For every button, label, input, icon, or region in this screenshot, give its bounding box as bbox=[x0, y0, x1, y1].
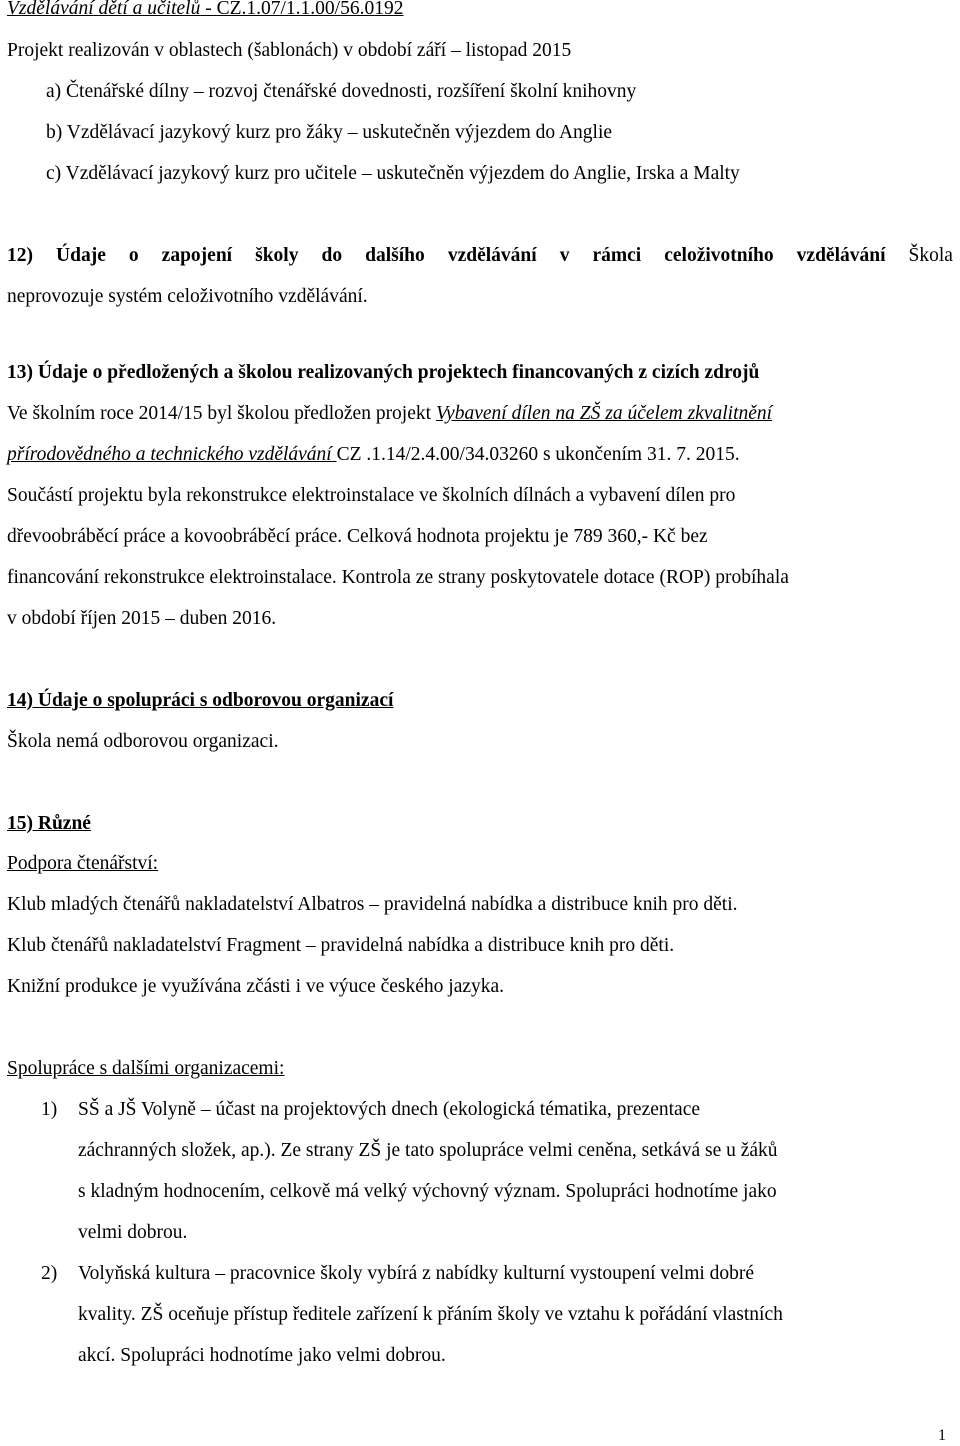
intro-item-a: a) Čtenářské dílny – rozvoj čtenářské dovednosti, rozšíření školní knihovny bbox=[46, 81, 637, 102]
coop2-line: kvality. ZŠ oceňuje přístup ředitele zařízení k přáním školy ve vztahu k pořádání vlastních bbox=[78, 1304, 783, 1325]
reading-line: Knižní produkce je využívána zčásti i ve výuce českého jazyka. bbox=[7, 976, 505, 997]
project-code: CZ .1.14/2.4.00/34.03260 s ukončením 31. 7. 2015. bbox=[336, 444, 740, 465]
section15-heading-text: 15) Různé bbox=[7, 813, 91, 834]
section12-word: Údaje bbox=[56, 245, 106, 266]
section15-heading bbox=[7, 812, 91, 836]
coop1-line: záchranných složek, ap.). Ze strany ZŠ je tato spolupráce velmi ceněna, setkává se u žáků bbox=[78, 1140, 778, 1161]
section13-para-line4: dřevoobráběcí práce a kovoobráběcí práce. Celková hodnota projektu je 789 360,- Kč bez bbox=[7, 526, 708, 547]
page-number: 1 bbox=[938, 1427, 946, 1444]
section13-para-line1 bbox=[7, 402, 772, 426]
program-title: Vzdělávání dětí a učitelů - bbox=[7, 0, 217, 19]
section13-para-line2 bbox=[7, 443, 740, 467]
section14-heading bbox=[7, 689, 393, 713]
intro-item-b: b) Vzdělávací jazykový kurz pro žáky – uskutečněn výjezdem do Anglie bbox=[46, 122, 613, 143]
section12-word: dalšího bbox=[365, 245, 425, 266]
section12-word: rámci bbox=[592, 245, 642, 266]
reading-line: Klub mladých čtenářů nakladatelství Albatros – pravidelná nabídka a distribuce knih pro děti. bbox=[7, 894, 738, 915]
section13-para-line6: v období říjen 2015 – duben 2016. bbox=[7, 608, 277, 629]
coop1-line: s kladným hodnocením, celkově má velký výchovný význam. Spolupráci hodnotíme jako bbox=[78, 1181, 777, 1202]
section13-heading: 13) Údaje o předložených a školou realizovaných projektech financovaných z cizích zdrojů bbox=[7, 362, 760, 383]
section12-text: neprovozuje systém celoživotního vzdělávání. bbox=[7, 286, 368, 307]
section14-heading-text: 14) Údaje o spolupráci s odborovou organizací bbox=[7, 690, 394, 711]
section13-prefix: Ve školním roce 2014/15 byl školou předložen projekt bbox=[7, 403, 436, 424]
section12-word: školy bbox=[255, 245, 299, 266]
coop1-line: SŠ a JŠ Volyně – účast na projektových dnech (ekologická tématika, prezentace bbox=[78, 1099, 701, 1120]
reading-line: Klub čtenářů nakladatelství Fragment – pravidelná nabídka a distribuce knih pro děti. bbox=[7, 935, 675, 956]
section12-word: do bbox=[321, 245, 343, 266]
section12-word: celoživotního bbox=[664, 245, 774, 266]
section13-para-line5: financování rekonstrukce elektroinstalace. Kontrola ze strany poskytovatele dotace (ROP) probíhala bbox=[7, 567, 789, 588]
project-title-link[interactable]: Vybavení dílen na ZŠ za účelem zkvalitnění bbox=[435, 403, 773, 424]
section12-trailing-word: Škola bbox=[908, 245, 953, 266]
intro-item-c: c) Vzdělávací jazykový kurz pro učitele – uskutečněn výjezdem do Anglie, Irska a Malty bbox=[46, 163, 740, 184]
project-title-link-cont[interactable]: přírodovědného a technického vzdělávání bbox=[7, 444, 337, 465]
section12-word: 12) bbox=[7, 245, 33, 266]
section12-heading bbox=[7, 244, 953, 268]
section12-word: vzdělávání bbox=[447, 245, 537, 266]
reading-support-label: Podpora čtenářství: bbox=[7, 853, 159, 874]
section12-word: vzdělávání bbox=[796, 245, 886, 266]
section14-text: Škola nemá odborovou organizaci. bbox=[7, 731, 279, 752]
intro-sentence: Projekt realizován v oblastech (šablonách) v období září – listopad 2015 bbox=[7, 40, 572, 61]
section12-word: zapojení bbox=[161, 245, 233, 266]
coop2-line: akcí. Spolupráci hodnotíme jako velmi dobrou. bbox=[78, 1345, 446, 1366]
section13-para-line3: Součástí projektu byla rekonstrukce elektroinstalace ve školních dílnách a vybavení dílen pro bbox=[7, 485, 736, 506]
coop1-line: velmi dobrou. bbox=[78, 1222, 188, 1243]
coop2-number: 2) bbox=[41, 1263, 58, 1284]
program-code: CZ.1.07/1.1.00/56.0192 bbox=[216, 0, 404, 19]
cooperation-label: Spolupráce s dalšími organizacemi: bbox=[7, 1058, 285, 1079]
section12-word: o bbox=[128, 245, 139, 266]
section12-word: v bbox=[559, 245, 570, 266]
coop1-number: 1) bbox=[41, 1099, 58, 1120]
coop2-line: Volyňská kultura – pracovnice školy vybírá z nabídky kulturní vystoupení velmi dobré bbox=[78, 1263, 755, 1284]
program-header bbox=[7, 0, 403, 21]
